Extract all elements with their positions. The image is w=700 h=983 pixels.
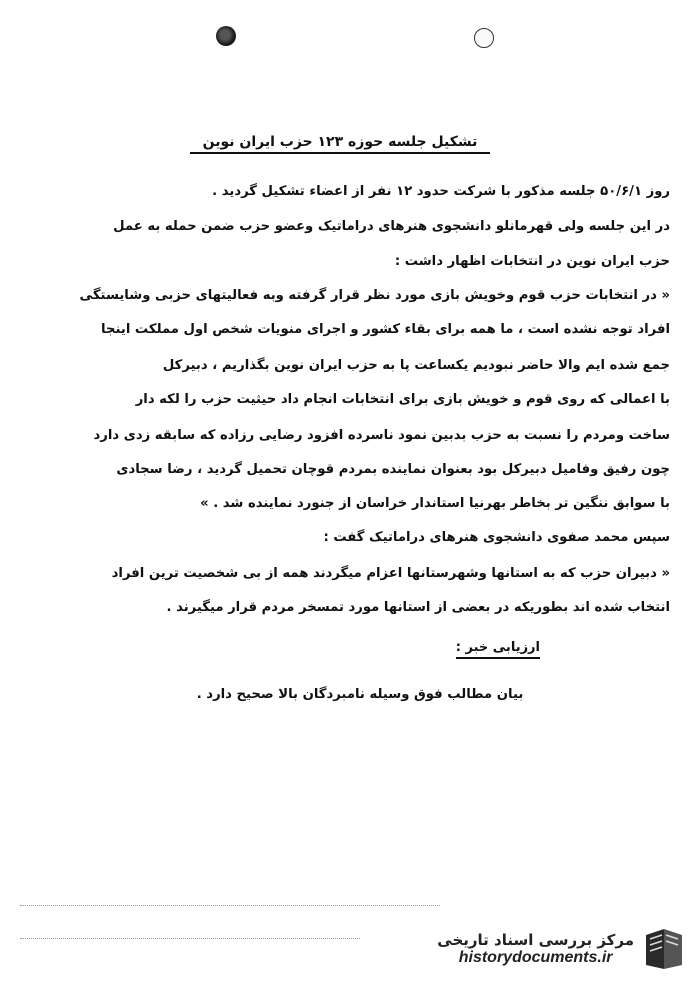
body-line-10: با سوابق ننگین تر بخاطر بهرنیا استاندار خراسان از جنورد نماینده شد . » [200, 496, 670, 511]
scan-dotted-divider [20, 905, 440, 906]
body-line-9: چون رفیق وفامیل دبیرکل بود بعنوان نماینده بمردم قوچان تحمیل گردید ، رضا سجادی [116, 462, 670, 477]
watermark-url: historydocuments.ir [458, 949, 613, 966]
watermark-name: مرکز بررسی اسناد تاریخی [437, 931, 634, 949]
body-line-5: افراد توجه نشده است ، ما همه برای بقاء کشور و اجرای منویات شخص اول مملکت اینجا [101, 322, 670, 337]
assessment-heading: ارزیابی خبر : [456, 640, 540, 659]
body-line-4: « در انتخابات حزب قوم وخویش بازی مورد نظر قرار گرفته وبه فعالیتهای حزبی وشایستگی [79, 288, 670, 303]
watermark-text [437, 931, 634, 967]
closing-line: بیان مطالب فوق وسیله نامبردگان بالا صحیح دارد . [196, 687, 524, 702]
body-line-2: در این جلسه ولی قهرمانلو دانشجوی هنرهای دراماتیک وعضو حزب ضمن حمله به عمل [113, 219, 670, 234]
body-line-3: حزب ایران نوین در انتخابات اظهار داشت : [394, 254, 670, 269]
document-title: تشکیل جلسه حوزه ۱۲۳ حزب ایران نوین [190, 134, 490, 154]
body-line-11: سپس محمد صفوی دانشجوی هنرهای دراماتیک گفت : [323, 530, 670, 545]
body-line-13: انتخاب شده اند بطوریکه در بعضی از استانها مورد تمسخر مردم قرار میگیرند . [166, 600, 670, 615]
body-line-7: با اعمالی که روی قوم و خویش بازی برای انتخابات انجام داد حیثیت حزب را لکه دار [135, 392, 670, 407]
scan-dotted-divider [20, 938, 360, 939]
punch-hole-right-icon [474, 28, 494, 48]
punch-hole-left-icon [216, 26, 236, 46]
body-line-12: « دبیران حزب که به استانها وشهرستانها اعزام میگردند همه از بی شخصیت ترین افراد [111, 566, 670, 581]
body-line-8: ساخت ومردم را نسبت به حزب بدبین نمود ناسرده افزود رضایی رزاده که سابقه زدی دارد [93, 428, 670, 443]
book-logo-icon [642, 925, 686, 973]
watermark [437, 925, 686, 973]
body-line-6: جمع شده ایم والا حاضر نبودیم یکساعت پا به حزب ایران نوین بگذاریم ، دبیرکل [162, 358, 670, 373]
body-line-1: روز ۵۰/۶/۱ جلسه مذکور با شرکت حدود ۱۲ نفر از اعضاء تشکیل گردید . [212, 184, 670, 199]
